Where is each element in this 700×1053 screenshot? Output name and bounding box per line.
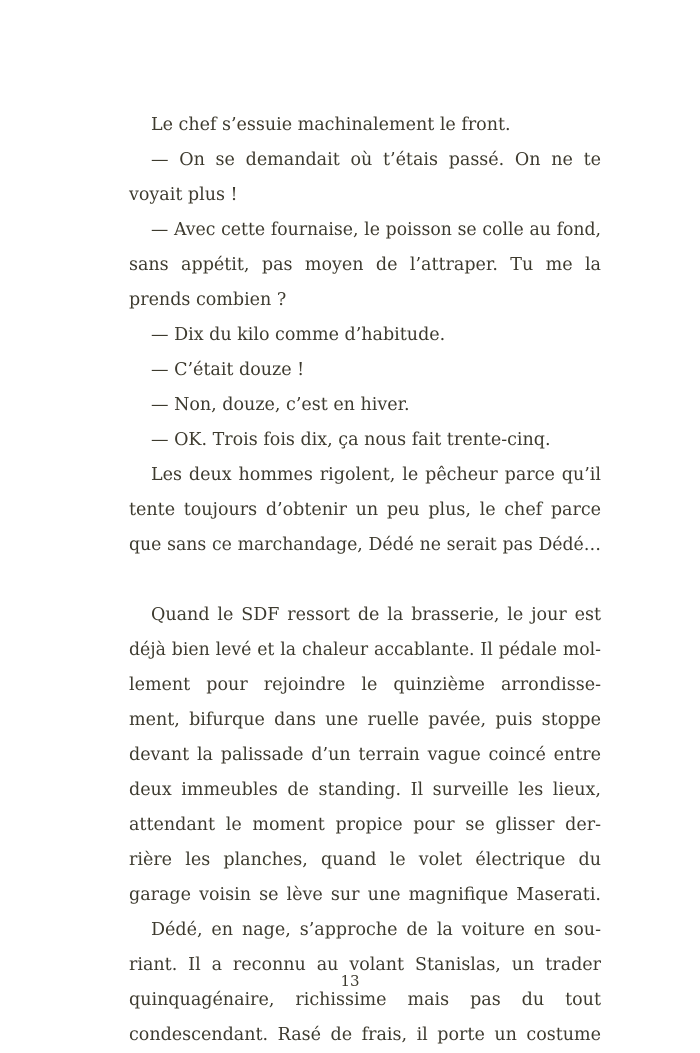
text-line: riant. Il a reconnu au volant Stanislas, un trader — [129, 955, 601, 975]
text-line: que sans ce marchandage, Dédé ne serait pas Dédé… — [129, 535, 601, 555]
text-line: garage voisin se lève sur une magnifique Maserati. — [129, 885, 601, 905]
text-line: condescendant. Rasé de frais, il porte un costume — [129, 1025, 601, 1045]
text-line: ment, bifurque dans une ruelle pavée, puis stoppe — [129, 710, 601, 730]
text-line: Les deux hommes rigolent, le pêcheur parce qu’il — [151, 465, 601, 485]
text-line: devant la palissade d’un terrain vague coincé entre — [129, 745, 601, 765]
page-number: 13 — [340, 972, 360, 990]
body-text — [129, 108, 601, 1053]
paragraph-break — [129, 563, 601, 598]
text-line: deux immeubles de standing. Il surveille les lieux, — [129, 780, 601, 800]
text-line: — On se demandait où t’étais passé. On ne te — [151, 150, 601, 170]
text-line: Le chef s’essuie machinalement le front. — [151, 115, 511, 135]
text-line: — Non, douze, c’est en hiver. — [151, 395, 410, 415]
text-line: prends combien ? — [129, 290, 287, 310]
text-line: déjà bien levé et la chaleur accablante. Il pédale mol- — [129, 640, 601, 660]
text-line: — Avec cette fournaise, le poisson se colle au fond, — [151, 220, 601, 240]
text-line: — OK. Trois fois dix, ça nous fait trente-cinq. — [151, 430, 551, 450]
text-line: attendant le moment propice pour se glisser der- — [129, 815, 601, 835]
text-line: Quand le SDF ressort de la brasserie, le jour est — [151, 605, 601, 625]
text-line: — Dix du kilo comme d’habitude. — [151, 325, 446, 345]
text-line: lement pour rejoindre le quinzième arrondisse- — [129, 675, 601, 695]
text-line: voyait plus ! — [129, 185, 238, 205]
text-line: tente toujours d’obtenir un peu plus, le chef parce — [129, 500, 601, 520]
text-line: sans appétit, pas moyen de l’attraper. Tu me la — [129, 255, 601, 275]
text-line: quinquagénaire, richissime mais pas du tout — [129, 990, 601, 1010]
text-line: rière les planches, quand le volet électrique du — [129, 850, 601, 870]
text-line: — C’était douze ! — [151, 360, 305, 380]
text-line: Dédé, en nage, s’approche de la voiture en sou- — [151, 920, 601, 940]
